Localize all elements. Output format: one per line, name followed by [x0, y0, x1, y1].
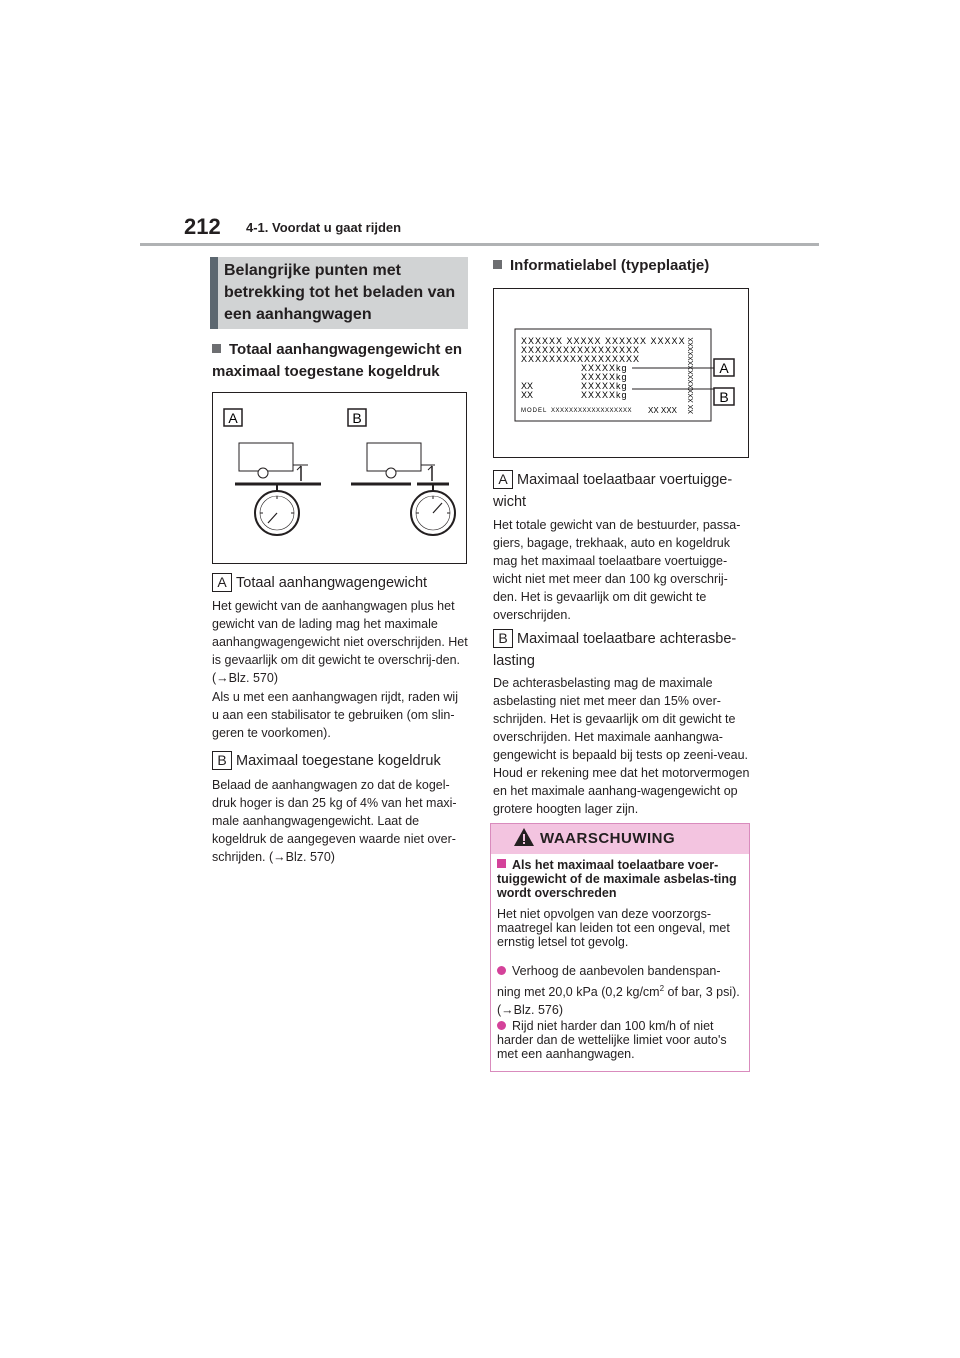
warning-heading: Als het maximaal toelaatbare voer-tuiggewicht of de maximale asbelas-ting wordt overschreden — [497, 858, 737, 900]
label-b-badge: B — [493, 629, 513, 648]
figure-label-a-text: A — [228, 410, 238, 426]
svg-text:XX: XX — [521, 390, 534, 400]
svg-text:B: B — [719, 389, 729, 405]
left-item-a-paragraph-2: Als u met een aanhangwagen rijdt, raden wij u aan een stabilisator te gebruiken (om slin-geren te voorkomen). — [212, 690, 458, 740]
svg-text:XXXXXkg: XXXXXkg — [581, 381, 628, 391]
right-item-b-title: Maximaal toelaatbare achterasbe-lasting — [493, 631, 737, 669]
right-item-a-title: Maximaal toelaatbaar voertuigge-wicht — [493, 472, 733, 510]
box-heading: Belangrijke punten met betrekking tot het beladen van een aanhangwagen — [224, 262, 456, 323]
figure-label-b-text: B — [352, 410, 362, 426]
right-item-b-heading — [493, 628, 749, 672]
left-item-b-heading — [212, 750, 468, 772]
square-bullet-icon — [493, 260, 502, 269]
svg-text:XX XXX: XX XXX — [648, 406, 677, 415]
svg-text:XXXXXXXXXXXXXXXXX: XXXXXXXXXXXXXXXXX — [521, 345, 641, 355]
square-bullet-icon — [497, 859, 506, 868]
warning-text: Het niet opvolgen van deze voorzorgs-maatregel kan leiden tot een ongeval, met ernstig letsel tot gevolg. — [497, 907, 730, 949]
trailer-weight-illustration — [213, 393, 466, 563]
svg-text:XXXXXkg: XXXXXkg — [581, 372, 628, 382]
trailer-weight-figure — [212, 392, 467, 564]
svg-text:MODEL: MODEL — [521, 408, 548, 414]
svg-text:XX XXXXXXXXXXXXXX: XX XXXXXXXXXXXXXX — [688, 337, 695, 414]
right-subheading: Informatielabel (typeplaatje) — [493, 255, 749, 277]
left-item-a-heading — [212, 572, 468, 594]
left-item-b-title: Maximaal toegestane kogeldruk — [236, 753, 441, 769]
svg-text:A: A — [719, 360, 729, 376]
right-item-a-paragraph: Het totale gewicht van de bestuurder, passa-giers, bagage, trekhaak, auto en kogeldruk mag het maximaal toelaatbare voertuigge-wicht niet met meer dan 100 kg overschrij-den. Het is gevaarlijk om dit gewicht te overschrijden. — [493, 518, 741, 622]
svg-text:XXXXXkg: XXXXXkg — [581, 390, 628, 400]
section-title: 4-1. Voordat u gaat rijden — [246, 220, 402, 235]
trailer-on-scale-icon — [235, 443, 321, 535]
label-a-badge: A — [212, 573, 232, 592]
warning-bullet-1: Verhoog de aanbevolen bandenspan-ning met 20,0 kPa (0,2 $kg/cm^2$ of bar, 3 psi). (→Blz. 576) — [497, 964, 740, 1018]
label-a-badge: A — [493, 470, 513, 489]
information-label-figure — [493, 288, 749, 458]
left-item-a-title: Totaal aanhangwagengewicht — [236, 575, 428, 591]
left-item-a-paragraph-1: Het gewicht van de aanhangwagen plus het gewicht van de lading mag het maximale aanhangwagengewicht niet overschrijden. Het is gevaarlijk om dit gewicht te overschrij-den. (→Blz. 570) — [212, 599, 468, 685]
header-rule — [140, 243, 819, 246]
bullet-dot-icon — [497, 966, 506, 975]
left-item-b-paragraph: Belaad de aanhangwagen zo dat de kogel-druk hoger is dan 25 kg of 4% van het maxi-male aanhangwagengewicht. Laat de kogeldruk de aangegeven waarde niet over-schrijden. (→Blz. 570) — [212, 778, 457, 864]
type-plate-illustration — [494, 289, 748, 457]
drawbar-on-scale-icon — [351, 443, 455, 535]
page-number: 212 — [184, 214, 221, 239]
right-item-a-heading — [493, 469, 749, 513]
warning-title: WAARSCHUWING — [540, 830, 676, 847]
left-subheading: Totaal aanhangwagengewicht en maximaal toegestane kogeldruk — [212, 341, 463, 380]
svg-text:XXXXXkg: XXXXXkg — [581, 363, 628, 373]
warning-bullet-2: Rijd niet harder dan 100 km/h of niet harder dan de wettelijke limiet voor auto's met een aanhangwagen. — [497, 1019, 727, 1061]
label-b-badge: B — [212, 751, 232, 770]
svg-text:XXXXXXXXXXXXXXXXX: XXXXXXXXXXXXXXXXX — [521, 354, 641, 364]
square-bullet-icon — [212, 344, 221, 353]
svg-text:XXXXXX XXXXX XXXXXX XXXXX: XXXXXX XXXXX XXXXXX XXXXX — [521, 336, 686, 346]
right-item-b-paragraph: De achterasbelasting mag de maximale asbelasting niet met meer dan 15% over-schrijden. Het is gevaarlijk om dit gewicht te overschrijden. Het maximale aanhangwa-gengewicht is bepaald bij tests op zeeni-veau. Houd er rekening mee dat het motorvermogen en het maximale aanhang-wagengewicht op grotere hoogten lager zijn. — [493, 676, 750, 816]
warning-triangle-icon — [513, 827, 535, 847]
svg-text:XXXXXXXXXXXXXXXXXX: XXXXXXXXXXXXXXXXXX — [551, 408, 633, 414]
bullet-dot-icon — [497, 1021, 506, 1030]
svg-text:XX: XX — [521, 381, 534, 391]
